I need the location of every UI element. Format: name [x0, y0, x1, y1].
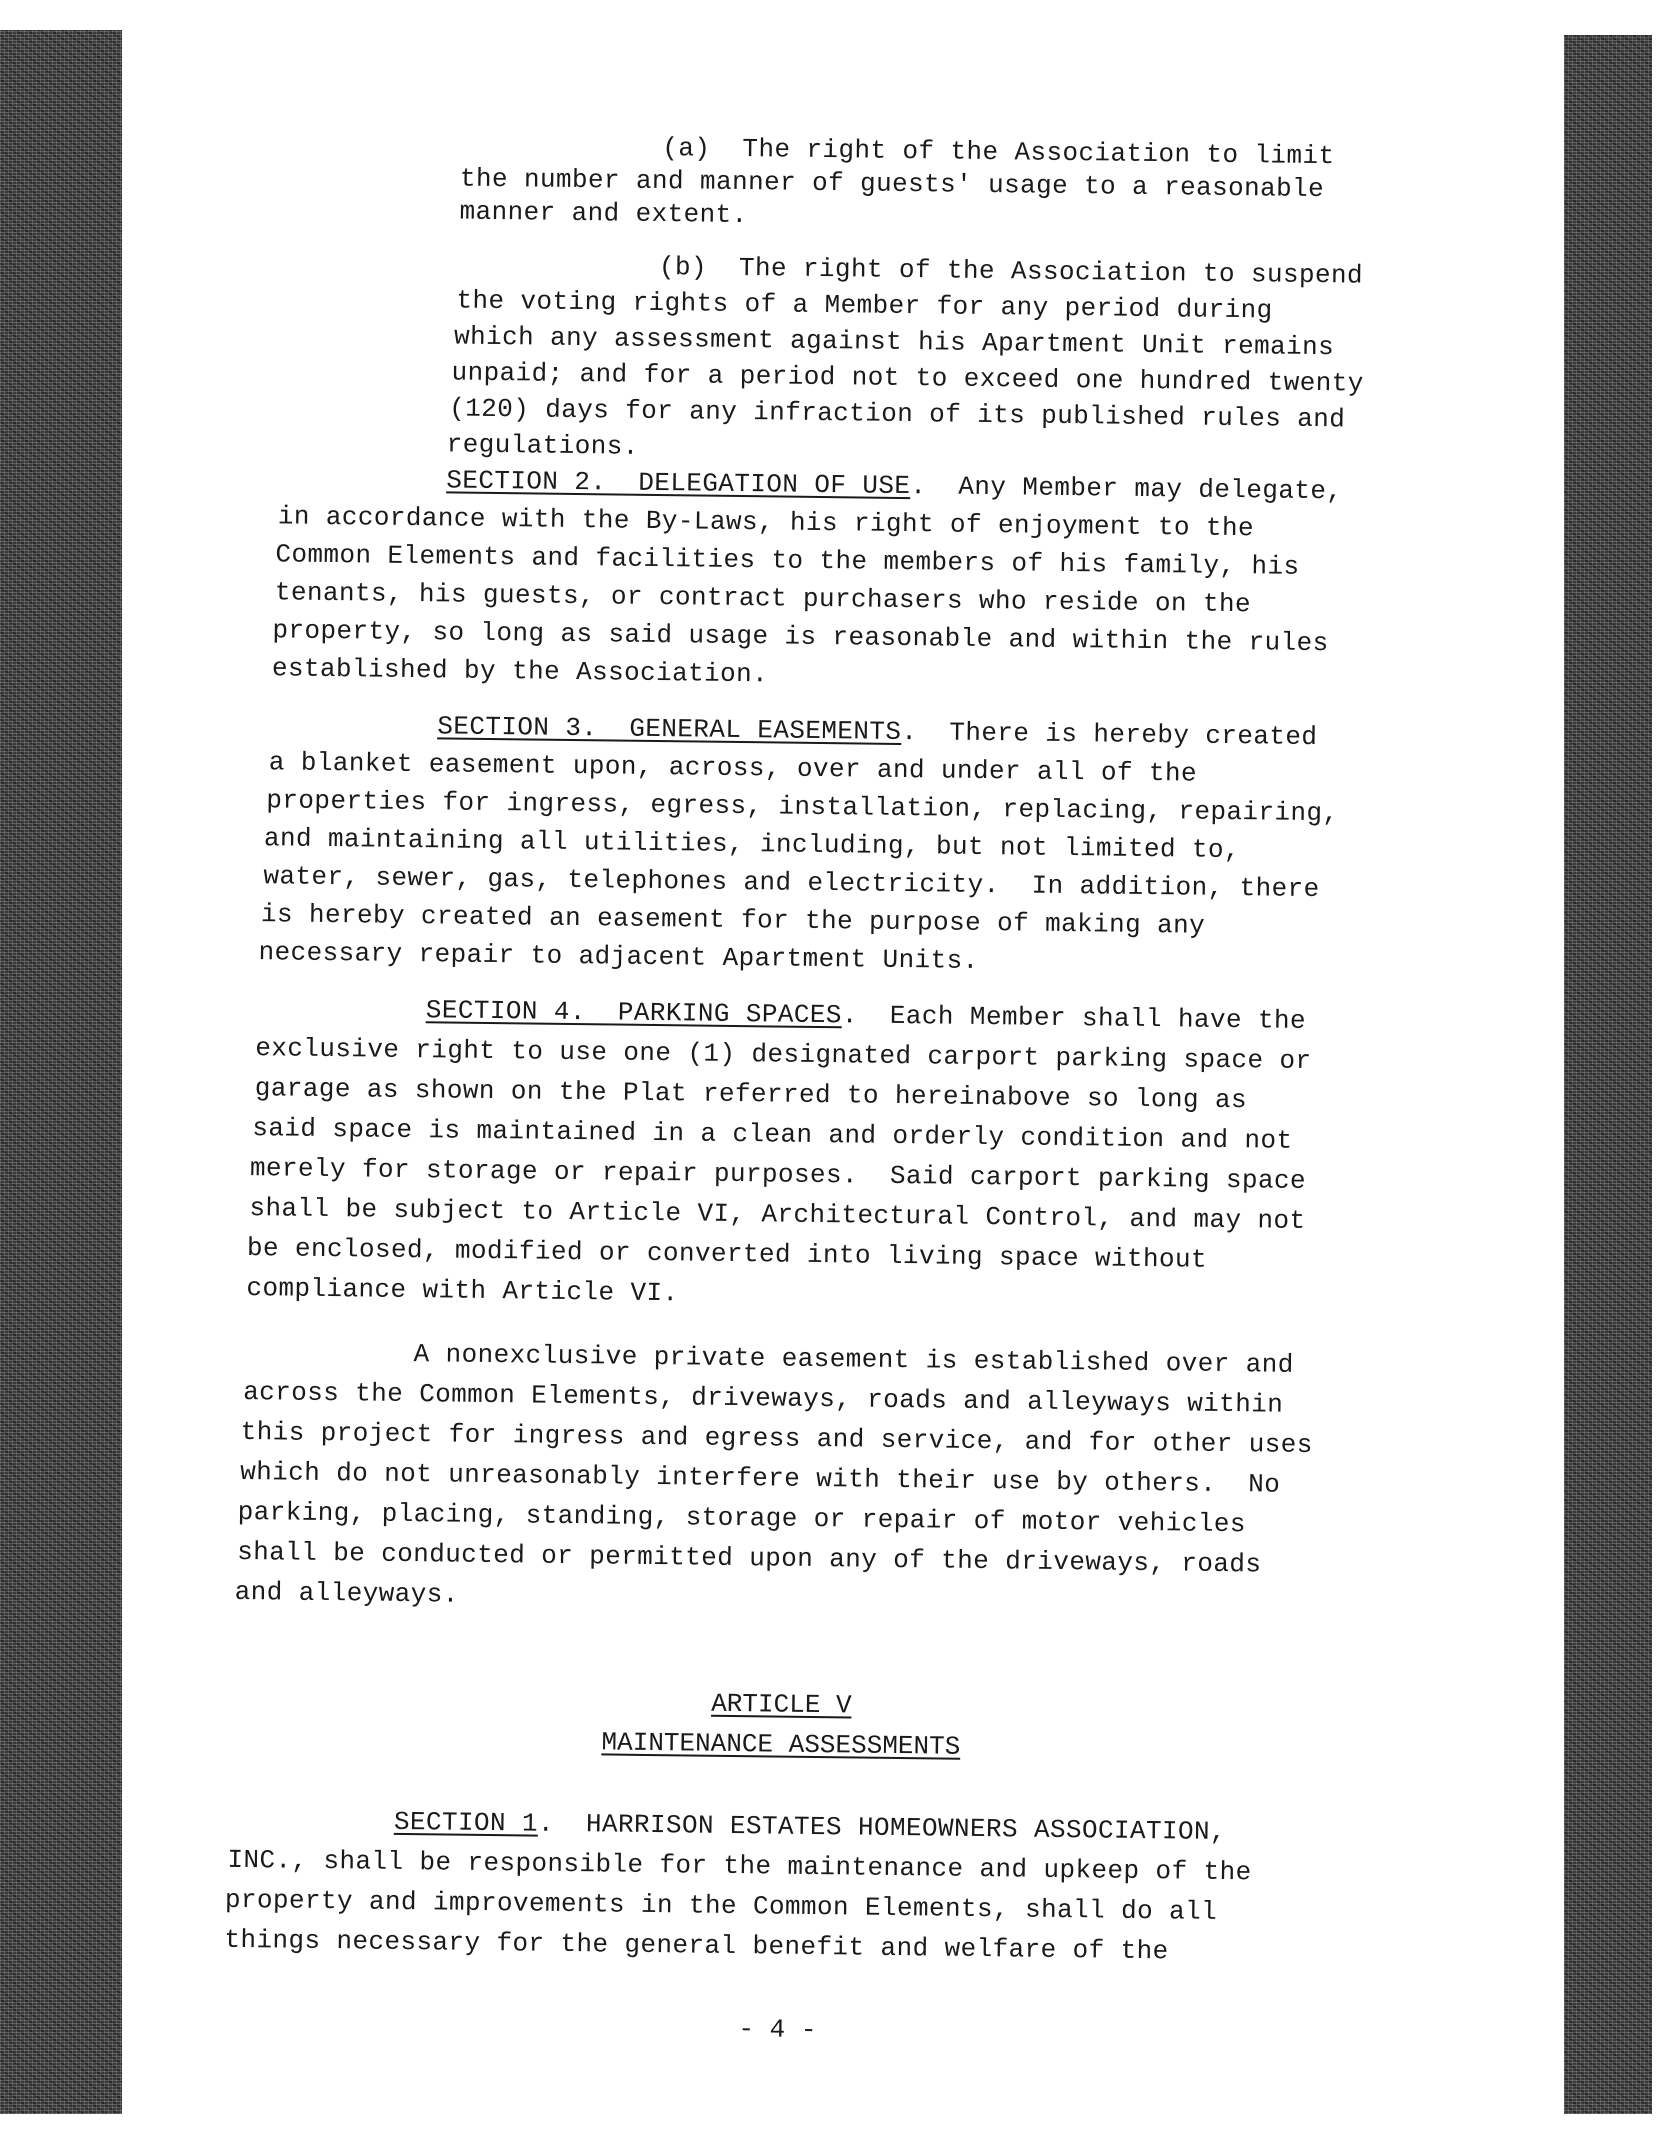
article-title: MAINTENANCE ASSESSMENTS: [601, 1727, 961, 1762]
section-3-first-line-rest: . There is hereby created: [901, 716, 1318, 753]
section-4-line-7: be enclosed, modified or converted into living space without: [246, 1233, 1208, 1275]
paragraph-a-line-2: the number and manner of guests' usage to a reasonable: [459, 163, 1325, 205]
section-2-first-line-rest: . Any Member may delegate,: [910, 471, 1343, 507]
paragraph-a-line-1: (a) The right of the Association to limit: [662, 133, 1335, 172]
easement-line-6: shall be conducted or permitted upon any of the driveways, roads: [237, 1536, 1262, 1580]
paragraph-b-line-4: unpaid; and for a period not to exceed one hundred twenty: [451, 357, 1364, 399]
page-number: - 4 -: [738, 2014, 817, 2046]
paragraph-b-line-6: regulations.: [446, 429, 639, 462]
paragraph-b-line-5: (120) days for any infraction of its published rules and: [449, 393, 1346, 435]
easement-line-7: and alleyways.: [234, 1576, 459, 1610]
easement-line-5: parking, placing, standing, storage or repair of motor vehicles: [237, 1496, 1246, 1540]
section-4-line-8: compliance with Article VI.: [246, 1273, 679, 1309]
section-4-line-4: said space is maintained in a clean and orderly condition and not: [252, 1113, 1293, 1156]
section-3-line-4: and maintaining all utilities, including, but not limited to,: [263, 823, 1241, 866]
article-section-1-line-4: things necessary for the general benefit and welfare of the: [224, 1924, 1169, 1967]
article-section-1-heading: SECTION 1: [393, 1806, 539, 1839]
section-3-line-5: water, sewer, gas, telephones and electricity. In addition, there: [263, 861, 1320, 905]
easement-line-3: this project for ingress and egress and service, and for other uses: [240, 1416, 1313, 1461]
section-4-first-line-rest: . Each Member shall have the: [841, 1000, 1307, 1036]
section-2-line-2: in accordance with the By-Laws, his right of enjoyment to the: [277, 501, 1255, 544]
section-2-heading: SECTION 2. DELEGATION OF USE: [446, 465, 911, 502]
paragraph-b-line-1: (b) The right of the Association to suspend: [658, 252, 1364, 291]
easement-line-4: which do not unreasonably interfere with their use by others. No: [240, 1456, 1281, 1500]
easement-line-2: across the Common Elements, driveways, roads and alleyways within: [242, 1377, 1284, 1420]
section-4-heading: SECTION 4. PARKING SPACES: [425, 995, 843, 1031]
section-3-line-2: a blanket easement upon, across, over and under all of the: [268, 747, 1198, 789]
section-2-line-3: Common Elements and facilities to the members of his family, his: [275, 539, 1300, 582]
article-section-1-first-line-rest: . HARRISON ESTATES HOMEOWNERS ASSOCIATION,: [537, 1808, 1227, 1848]
section-3-line-3: properties for ingress, egress, installation, replacing, repairing,: [266, 785, 1339, 829]
section-3-heading: SECTION 3. GENERAL EASEMENTS: [437, 711, 902, 747]
section-3-first-line: [437, 710, 1317, 753]
section-4-line-6: shall be subject to Article VI, Architectural Control, and may not: [249, 1193, 1306, 1236]
section-4-line-2: exclusive right to use one (1) designated carport parking space or: [255, 1033, 1312, 1077]
section-4-line-3: garage as shown on the Plat referred to hereinabove so long as: [254, 1073, 1248, 1116]
section-3-line-6: is hereby created an easement for the purpose of making any: [260, 899, 1206, 941]
article-number: ARTICLE V: [710, 1688, 852, 1721]
section-3-line-7: necessary repair to adjacent Apartment Units.: [258, 937, 979, 976]
section-2-line-5: property, so long as said usage is reasonable and within the rules: [272, 615, 1329, 659]
section-4-line-5: merely for storage or repair purposes. Said carport parking space: [249, 1153, 1307, 1196]
article-section-1-line-3: property and improvements in the Common Elements, shall do all: [224, 1884, 1218, 1927]
paragraph-b-line-2: the voting rights of a Member for any period during: [456, 285, 1273, 326]
article-section-1-first-line: [394, 1806, 1226, 1848]
paragraph-a-line-3: manner and extent.: [459, 196, 748, 231]
section-2-first-line: [446, 464, 1342, 507]
paragraph-b-line-3: which any assessment against his Apartment Unit remains: [453, 321, 1335, 363]
section-2-line-4: tenants, his guests, or contract purchasers who reside on the: [274, 577, 1252, 620]
section-2-line-6: established by the Association.: [271, 653, 769, 690]
section-4-first-line: [426, 994, 1306, 1037]
easement-line-1: A nonexclusive private easement is established over and: [413, 1339, 1294, 1380]
article-section-1-line-2: INC., shall be responsible for the maintenance and upkeep of the: [227, 1844, 1252, 1888]
